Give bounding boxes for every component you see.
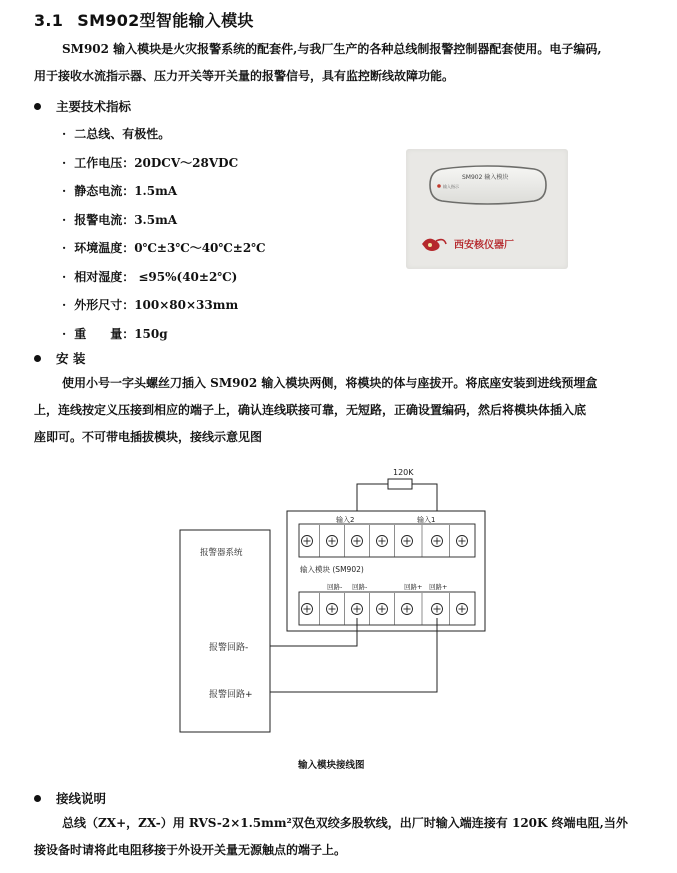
loop-label-4: 回路+	[429, 583, 448, 591]
spec-bullet: ·	[62, 155, 67, 170]
section-heading-text: SM902型智能输入模块	[77, 11, 254, 30]
spec-item-text: 相对湿度： ≤95%(40±2℃)	[74, 269, 238, 284]
spec-item	[62, 296, 238, 313]
section-number: 3.1	[34, 11, 64, 30]
spec-item	[62, 211, 177, 228]
photo-led-label: 输入指示	[443, 184, 459, 189]
company-logo-icon	[422, 239, 446, 251]
specs-heading	[34, 97, 131, 115]
intro-line-2: 用于接收水流指示器、压力开关等开关量的报警信号，具有监控断线故障功能。	[34, 69, 455, 83]
alarm-loop-minus-label: 报警回路-	[209, 643, 249, 653]
install-line-3: 座即可。不可带电插拔模块，接线示意见图	[34, 430, 263, 444]
resistor-label: 120K	[393, 468, 414, 477]
bullet-dot-icon	[34, 795, 41, 802]
wiring-line-1: 总线（ZX+，ZX-）用 RVS-2×1.5mm²双色双绞多股软线，出厂时输入端连接有 120K 终端电阻,当外	[62, 816, 628, 830]
spec-bullet: ·	[62, 269, 67, 284]
spec-item-text: 环境温度：0℃±3℃～40℃±2℃	[74, 241, 266, 255]
install-heading	[34, 349, 85, 367]
spec-bullet: ·	[62, 241, 67, 255]
spec-item	[62, 125, 170, 142]
spec-item	[62, 239, 266, 256]
diagram-caption: 输入模块接线图	[298, 760, 365, 771]
spec-item	[62, 182, 177, 199]
resistor-icon	[388, 479, 412, 489]
module-label: 输入模块 (SM902)	[300, 565, 364, 574]
spec-bullet: ·	[62, 212, 67, 227]
product-illustration	[406, 149, 568, 269]
photo-model-label: SM902 输入模块	[462, 174, 509, 181]
photo-company-name: 西安核仪器厂	[454, 240, 514, 251]
input2-label: 输入2	[336, 516, 355, 524]
loop-label-2: 回路-	[352, 583, 368, 591]
wiring-diagram	[0, 460, 677, 750]
spec-bullet: ·	[62, 184, 67, 198]
loop-label-3: 回路+	[404, 583, 423, 591]
spec-bullet: ·	[62, 298, 67, 312]
bullet-dot-icon	[34, 103, 41, 110]
alarm-system-box	[180, 530, 270, 732]
spec-bullet: ·	[62, 326, 67, 341]
spec-bullet: ·	[62, 127, 67, 141]
intro-line-1: SM902 输入模块是火灾报警系统的配套件,与我厂生产的各种总线制报警控制器配套使用。电子编码,	[62, 42, 602, 56]
loop-label-1: 回路-	[327, 583, 343, 591]
product-photo	[406, 149, 568, 269]
bullet-dot-icon	[34, 355, 41, 362]
spec-item-text: 工作电压：20DCV～28VDC	[74, 155, 239, 170]
spec-item-text: 重 量：150g	[74, 326, 168, 341]
spec-item	[62, 154, 238, 171]
alarm-system-label: 报警器系统	[200, 548, 243, 558]
wiring-heading	[34, 789, 106, 807]
install-line-1: 使用小号一字头螺丝刀插入 SM902 输入模块两侧，将模块的体与座拔开。将底座安装到进线预埋盒	[62, 376, 598, 390]
specs-heading-text: 主要技术指标	[56, 99, 132, 114]
spec-item	[62, 325, 168, 342]
wiring-line-2: 接设备时请将此电阻移接于外设开关量无源触点的端子上。	[34, 843, 347, 857]
input1-label: 输入1	[417, 516, 436, 524]
spec-item-text: 静态电流：1.5mA	[74, 184, 178, 198]
led-indicator-icon	[437, 184, 441, 188]
spec-item-text: 二总线、有极性。	[74, 127, 171, 141]
spec-item	[62, 268, 237, 285]
alarm-loop-plus-label: 报警回路+	[209, 690, 253, 700]
install-heading-text: 安 装	[56, 351, 86, 366]
wiring-heading-text: 接线说明	[56, 791, 107, 806]
spec-item-text: 外形尺寸：100×80×33mm	[74, 298, 239, 312]
spec-item-text: 报警电流：3.5mA	[74, 212, 178, 227]
install-line-2: 上，连线按定义压接到相应的端子上，确认连线联接可靠，无短路，正确设置编码，然后将模块体插入底	[34, 403, 587, 417]
section-title	[34, 8, 254, 31]
